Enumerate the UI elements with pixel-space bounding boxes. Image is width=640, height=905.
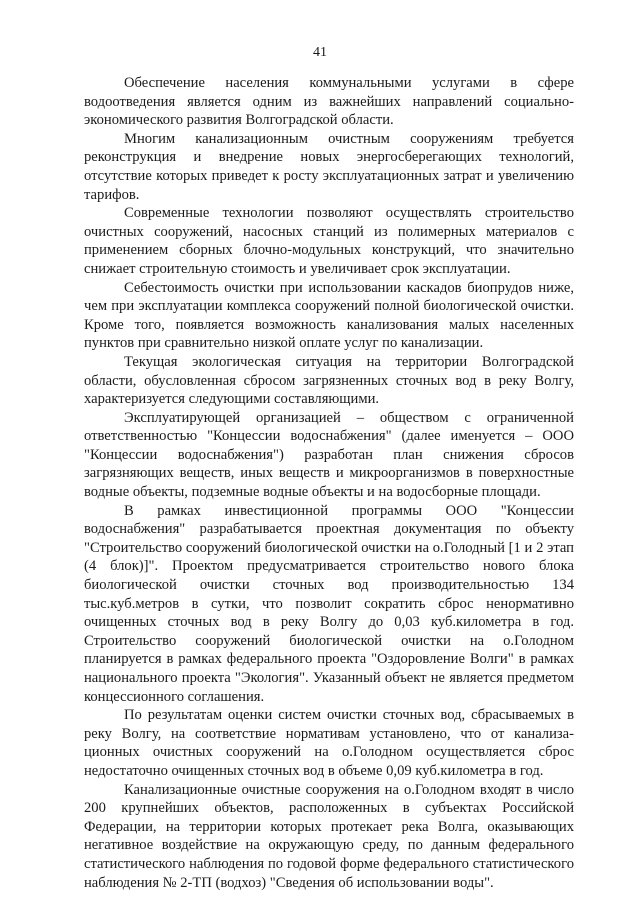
paragraph-8: По результатам оценки систем очистки сточных вод, сбрасываемых в реку Волгу, на соответствие нормативам установлено, что от канализа-ционных очистных сооружений на о.Голодном осуществляется сброс недостаточно очищенных сточных вод в объеме 0,09 куб.километра в год. bbox=[84, 707, 574, 779]
paragraph-4: Себестоимость очистки при использовании каскадов биопрудов ниже, чем при эксплуатации комплекса сооружений полной биологической очистки. Кроме того, появляется возможность канализования малых населенных пунктов при сравнительно низкой оплате услуг по канализации. bbox=[84, 279, 574, 352]
paragraph-3: Современные технологии позволяют осуществлять строительство очистных сооружений, насосных станций из полимерных материалов с применением сборных блочно-модульных конструкций, что значительно снижает строительную стоимость и увеличивает срок эксплуатации. bbox=[84, 205, 574, 277]
paragraph-2: Многим канализационным очистным сооружениям требуется реконструкция и внедрение новых энергосберегающих технологий, отсутствие которых приведет к росту эксплуатационных затрат и увеличению тарифов. bbox=[84, 130, 574, 203]
paragraph-9: Канализационные очистные сооружения на о.Голодном входят в число 200 крупнейших объектов, расположенных в субъектах Российской Федерации, на территории которых протекает река Волга, оказывающих негативное воздействие на окружающую среду, по данным федерального статистического наблюдения по годовой форме федерального статистического наблюдения № 2-ТП (водхоз) "Сведения об использовании воды". bbox=[84, 781, 574, 891]
document-body bbox=[84, 74, 574, 892]
page-number: 41 bbox=[313, 45, 327, 60]
paragraph-1: Обеспечение населения коммунальными услугами в сфере водоотведения является одним из важнейших направлений социально-экономического развития Волгоградской области. bbox=[84, 75, 574, 129]
paragraph-7: В рамках инвестиционной программы ООО "Концессии водоснабжения" разрабатывается проектная документация по объекту "Строительство сооружений биологической очистки на о.Голодный [1 и 2 этап (4 блок)]". Проектом предусматривается строительство нового блока биологической очистки сточных вод производительностью 134 тыс.куб.метров в сутки, что позволит сократить сброс ненормативно очищенных сточных вод в реку Волгу до 0,03 куб.километра в год. Строительство сооружений биологической очистки на о.Голодном планируется в рамках федерального проекта "Оздоровление Волги" в рамках национального проекта "Экология". Указанный объект не является предметом концессионного соглашения. bbox=[84, 502, 574, 705]
paragraph-5: Текущая экологическая ситуация на территории Волгоградской области, обусловленная сбросом загрязненных сточных вод в реку Волгу, характеризуется следующими составляющими. bbox=[84, 353, 574, 408]
paragraph-6: Эксплуатирующей организацией – обществом с ограниченной ответственностью "Концессии водоснабжения" (далее именуется – ООО "Концессии водоснабжения") разработан план снижения сбросов загрязняющих веществ, иных веществ и микроорганизмов в поверхностные водные объекты, подземные водные объекты и на водосборные площади. bbox=[84, 409, 574, 501]
